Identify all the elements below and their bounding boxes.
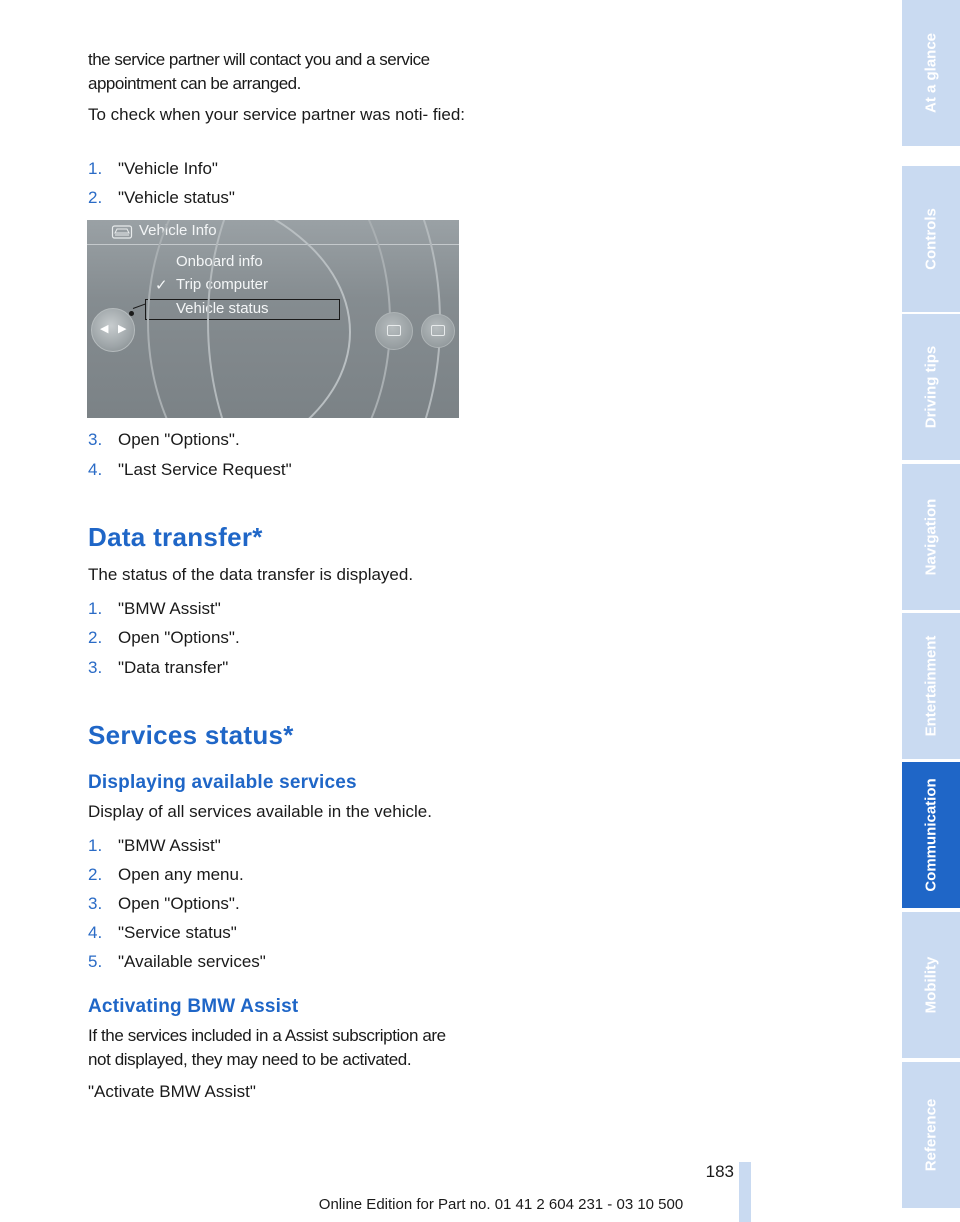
- activation-text-block: [88, 1024, 466, 1104]
- tab-at-a-glance[interactable]: [902, 0, 960, 146]
- arrow-left-icon: ◀: [100, 323, 109, 335]
- available-services-text: Display of all services available in the vehicle.: [88, 802, 432, 821]
- settings-knob-icon: [421, 314, 455, 348]
- tab-label: Reference: [922, 1098, 940, 1172]
- menu-item-onboard-info: Onboard info: [176, 253, 263, 270]
- screen-title: Vehicle Info: [139, 222, 217, 239]
- activation-paragraph: If the services included in a Assist subscription are not displayed, they may need to be activated.: [88, 1026, 446, 1069]
- subheading-available-services: Displaying available services: [88, 772, 357, 793]
- tab-label: Mobility: [922, 956, 940, 1014]
- activate-bmw-assist-text: "Activate BMW Assist": [88, 1082, 256, 1101]
- tab-entertainment[interactable]: [902, 613, 960, 759]
- tab-driving-tips[interactable]: [902, 314, 960, 460]
- subheading-activating-bmw-assist: Activating BMW Assist: [88, 996, 299, 1017]
- tab-mobility[interactable]: [902, 912, 960, 1058]
- arrow-right-icon: ▶: [118, 323, 127, 335]
- intro-text: [88, 48, 466, 127]
- step-item: 1. "Vehicle Info": [88, 159, 218, 178]
- display-knob-icon: [375, 312, 413, 350]
- step-item: 2. "Vehicle status": [88, 188, 235, 207]
- display-icon: [431, 325, 445, 336]
- page-number: 183: [705, 1162, 734, 1181]
- step-item: 2. Open "Options".: [88, 628, 240, 647]
- page-number-marker: [739, 1162, 751, 1222]
- footer-text: Online Edition for Part no. 01 41 2 604 231 - 03 10 500: [318, 1196, 684, 1213]
- tab-label: Controls: [922, 208, 940, 270]
- intro-paragraph-1: the service partner will contact you and a service appointment can be arranged.: [88, 50, 430, 93]
- tab-label: Entertainment: [922, 635, 940, 737]
- tab-navigation[interactable]: [902, 464, 960, 610]
- menu-item-vehicle-status: Vehicle status: [176, 300, 269, 317]
- tab-label: Navigation: [922, 498, 940, 576]
- tab-label: At a glance: [922, 32, 940, 114]
- heading-services-status: Services status*: [88, 720, 294, 750]
- checkmark-icon: ✓: [155, 277, 168, 294]
- heading-data-transfer: Data transfer*: [88, 522, 263, 552]
- display-icon: [387, 325, 401, 336]
- tab-label: Driving tips: [922, 345, 940, 429]
- step-item: 1. "BMW Assist": [88, 599, 221, 618]
- vehicle-info-screen-image: [87, 220, 459, 418]
- tab-controls[interactable]: [902, 166, 960, 312]
- tab-communication[interactable]: [902, 762, 960, 908]
- step-item: 5. "Available services": [88, 952, 266, 971]
- step-item: 3. "Data transfer": [88, 658, 229, 677]
- tab-reference[interactable]: [902, 1062, 960, 1208]
- intro-paragraph-2: To check when your service partner was noti- fied:: [88, 105, 466, 124]
- step-item: 4. "Service status": [88, 923, 237, 942]
- tab-label: Communication: [922, 778, 940, 892]
- menu-item-trip-computer: Trip computer: [176, 276, 268, 293]
- step-item: 3. Open "Options".: [88, 894, 240, 913]
- tab-edge: [902, 1212, 960, 1222]
- step-item: 4. "Last Service Request": [88, 460, 292, 479]
- data-transfer-text: The status of the data transfer is displayed.: [88, 565, 414, 584]
- step-item: 3. Open "Options".: [88, 430, 240, 449]
- step-item: 2. Open any menu.: [88, 865, 244, 884]
- step-item: 1. "BMW Assist": [88, 836, 221, 855]
